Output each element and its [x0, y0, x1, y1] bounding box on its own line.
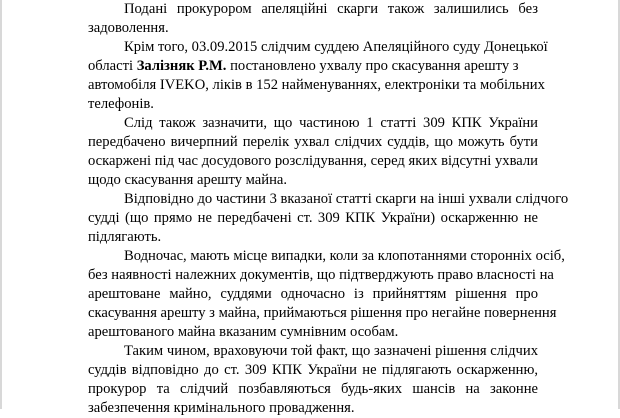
text-line: оскаржені під час досудового розслідування, серед яких відсутні ухвали: [88, 153, 538, 169]
judge-name: Залізняк Р.М.: [136, 58, 227, 74]
text-line: Водночас, мають місце випадки, коли за клопотаннями сторонніх осіб,: [124, 248, 565, 264]
text-span: постановлено ухвалу про скасування арешту з: [226, 58, 519, 74]
text-line: Відповідно до частини 3 вказаної статті скарги на інші ухвали слідчого: [124, 191, 569, 207]
text-line: суддів відповідно до ст. 309 КПК України не підлягають оскарженню,: [88, 362, 538, 378]
window-border-left: [0, 0, 2, 409]
text-line: Таким чином, враховуючи той факт, що зазначені рішення слідчих: [124, 343, 538, 359]
text-line: задоволення.: [88, 20, 169, 36]
text-line: щодо скасування арешту майна.: [88, 172, 288, 188]
text-line: Подані прокурором апеляційні скарги також залишились без: [124, 1, 538, 17]
text-line: арештованого майна вказаним сумнівним особам.: [88, 324, 399, 340]
text-line: автомобіля IVEKO, ліків в 152 найменуваннях, електроніки та мобільних: [88, 77, 545, 93]
text-line-mixed: [88, 57, 538, 76]
text-line: передбачено вичерпний перелік ухвал слідчих суддів, що можуть бути: [88, 134, 538, 150]
text-line: арештоване майно, суддями одночасно із прийняттям рішення про: [88, 286, 538, 302]
text-line: телефонів.: [88, 96, 154, 112]
text-line: Слід також зазначити, що частиною 1 статті 309 КПК України: [124, 115, 538, 131]
text-line: підлягають.: [88, 229, 162, 245]
text-line: скасування арешту з майна, приймаються рішення про негайне повернення: [88, 305, 557, 321]
text-span: області: [88, 58, 134, 74]
text-line: прокурор та слідчий позбавляються будь-яких шансів на законне: [88, 381, 538, 397]
text-line: забезпечення кримінального провадження.: [88, 400, 355, 416]
document-page: [88, 0, 608, 416]
text-line: судді (що прямо не передбачені ст. 309 КПК України) оскарженню не: [88, 210, 538, 226]
text-line: без наявності належних документів, що підтверджують право власності на: [88, 267, 554, 283]
text-line: Крім того, 03.09.2015 слідчим суддею Апеляційного суду Донецької: [124, 39, 548, 55]
